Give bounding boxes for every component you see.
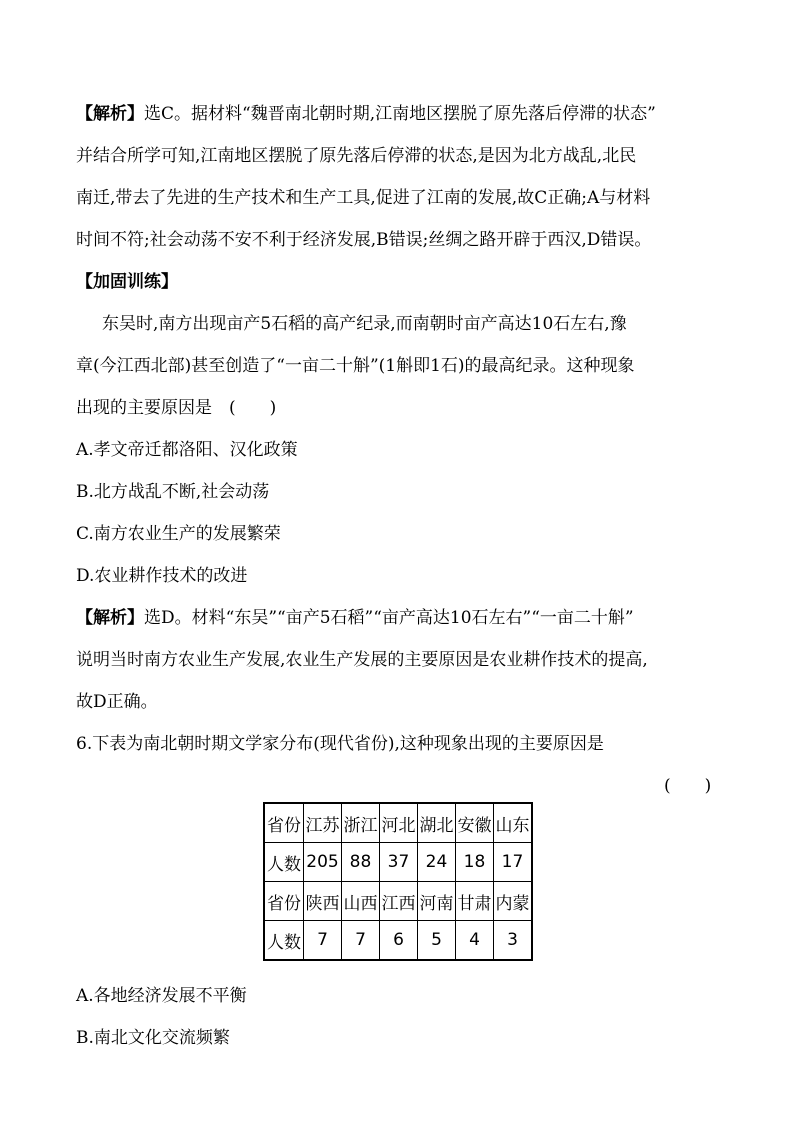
analysis-1-line-3: 南迁,带去了先进的生产技术和生产工具,促进了江南的发展,故C正确;A与材料 <box>76 188 651 208</box>
table-cell: 陕西 <box>304 882 342 921</box>
table-cell: 205 <box>304 843 342 882</box>
practice-option-c: C.南方农业生产的发展繁荣 <box>76 524 281 544</box>
table-cell: 3 <box>494 921 533 961</box>
table-cell: 5 <box>418 921 456 961</box>
table-cell: 安徽 <box>456 803 494 843</box>
table-cell: 山东 <box>494 803 533 843</box>
table-cell: 24 <box>418 843 456 882</box>
table-cell: 内蒙 <box>494 882 533 921</box>
table-cell: 7 <box>304 921 342 961</box>
practice-option-a: A.孝文帝迁都洛阳、汉化政策 <box>76 440 298 460</box>
practice-question-line-1: 东吴时,南方出现亩产5石稻的高产纪录,而南朝时亩产高达10石左右,豫 <box>102 314 627 334</box>
table-cell: 甘肃 <box>456 882 494 921</box>
table-cell: 17 <box>494 843 533 882</box>
analysis-2-line-3: 故D正确。 <box>76 692 158 712</box>
writer-distribution-table <box>263 802 533 961</box>
table-row <box>264 803 532 843</box>
table-header-cell: 人数 <box>264 843 304 882</box>
analysis-1-line-4: 时间不符;社会动荡不安不利于经济发展,B错误;丝绸之路开辟于西汉,D错误。 <box>76 230 652 250</box>
table-cell: 4 <box>456 921 494 961</box>
table-header-cell: 人数 <box>264 921 304 961</box>
table-cell: 7 <box>342 921 380 961</box>
table-cell: 88 <box>342 843 380 882</box>
table-cell: 6 <box>380 921 418 961</box>
q6-option-b: B.南北文化交流频繁 <box>76 1028 230 1048</box>
table-row <box>264 882 532 921</box>
table-header-cell: 省份 <box>264 882 304 921</box>
analysis-tag: 【解析】 <box>76 608 144 628</box>
answer-bracket: ( ) <box>664 776 712 796</box>
question-6-stem: 6.下表为南北朝时期文学家分布(现代省份),这种现象出现的主要原因是 <box>76 734 604 754</box>
analysis-2-line-2: 说明当时南方农业生产发展,农业生产发展的主要原因是农业耕作技术的提高, <box>76 650 648 670</box>
practice-question-line-3: 出现的主要原因是 ( ) <box>76 398 277 418</box>
table-cell: 37 <box>380 843 418 882</box>
table-row <box>264 843 532 882</box>
table-cell: 河北 <box>380 803 418 843</box>
q6-option-a: A.各地经济发展不平衡 <box>76 986 247 1006</box>
table-row <box>264 921 532 961</box>
analysis-tag: 【解析】 <box>76 104 144 124</box>
practice-option-b: B.北方战乱不断,社会动荡 <box>76 482 270 502</box>
table-cell: 湖北 <box>418 803 456 843</box>
analysis-1-line-1: 【解析】选C。据材料“魏晋南北朝时期,江南地区摆脱了原先落后停滞的状态” <box>76 104 656 124</box>
table-header-cell: 省份 <box>264 803 304 843</box>
table-cell: 山西 <box>342 882 380 921</box>
practice-option-d: D.农业耕作技术的改进 <box>76 566 248 586</box>
table-cell: 江西 <box>380 882 418 921</box>
analysis-1-line-2: 并结合所学可知,江南地区摆脱了原先落后停滞的状态,是因为北方战乱,北民 <box>76 146 637 166</box>
analysis-2-line-1: 【解析】选D。材料“东吴”“亩产5石稻”“亩产高达10石左右”“一亩二十斛” <box>76 608 634 628</box>
table-cell: 河南 <box>418 882 456 921</box>
table-cell: 18 <box>456 843 494 882</box>
practice-header: 【加固训练】 <box>76 272 178 292</box>
table-cell: 江苏 <box>304 803 342 843</box>
table-cell: 浙江 <box>342 803 380 843</box>
practice-question-line-2: 章(今江西北部)甚至创造了“一亩二十斛”(1斛即1石)的最高纪录。这种现象 <box>76 356 635 376</box>
